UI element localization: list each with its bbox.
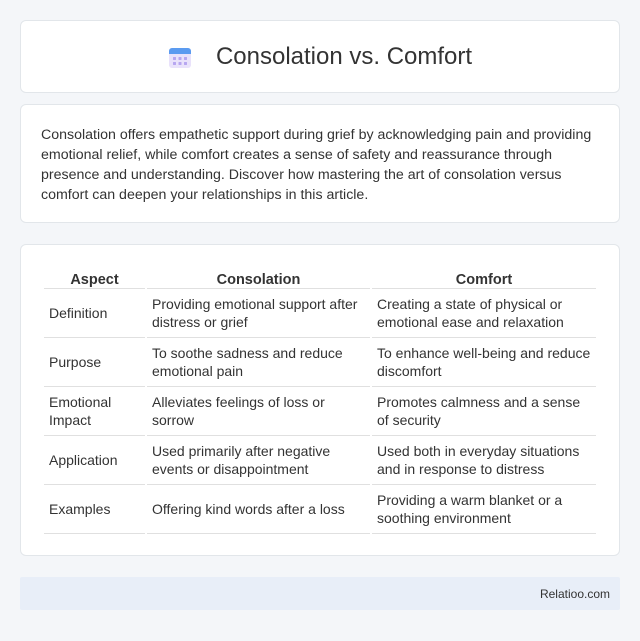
- header-consolation: Consolation: [147, 265, 370, 289]
- table-row: [44, 436, 596, 485]
- table-cell: Definition: [44, 289, 145, 338]
- page-title: Consolation vs. Comfort: [215, 42, 473, 70]
- table-cell: Providing emotional support after distress or grief: [147, 289, 370, 338]
- table-cell: Examples: [44, 485, 145, 534]
- header-comfort: Comfort: [372, 265, 596, 289]
- table-cell: Creating a state of physical or emotional ease and relaxation: [372, 289, 596, 338]
- table-cell: Alleviates feelings of loss or sorrow: [147, 387, 370, 436]
- intro-text: Consolation offers empathetic support during grief by acknowledging pain and providing emotional relief, while comfort creates a sense of safety and reassurance through presence and understanding. Discover how mastering the art of consolation versus comfort can deepen your relationships in this article.: [41, 127, 592, 203]
- table-cell: Purpose: [44, 338, 145, 387]
- comparison-table: [42, 265, 598, 534]
- table-cell: Application: [44, 436, 145, 485]
- table-header-row: [44, 265, 596, 289]
- title-card: [20, 20, 620, 93]
- table-cell: To enhance well-being and reduce discomfort: [372, 338, 596, 387]
- table-row: [44, 289, 596, 338]
- intro-card: [20, 104, 620, 223]
- table-cell: Promotes calmness and a sense of security: [372, 387, 596, 436]
- table-cell: To soothe sadness and reduce emotional pain: [147, 338, 370, 387]
- footer: [20, 577, 620, 610]
- header-aspect: Aspect: [44, 265, 145, 289]
- comparison-card: [20, 244, 620, 556]
- table-cell: Providing a warm blanket or a soothing environment: [372, 485, 596, 534]
- table-cell: Offering kind words after a loss: [147, 485, 370, 534]
- table-cell: Used both in everyday situations and in response to distress: [372, 436, 596, 485]
- table-cell: Used primarily after negative events or disappointment: [147, 436, 370, 485]
- table-cell: Emotional Impact: [44, 387, 145, 436]
- table-row: [44, 338, 596, 387]
- calendar-icon: [168, 45, 192, 69]
- footer-site-link[interactable]: Relatioo.com: [539, 586, 610, 601]
- table-row: [44, 485, 596, 534]
- table-row: [44, 387, 596, 436]
